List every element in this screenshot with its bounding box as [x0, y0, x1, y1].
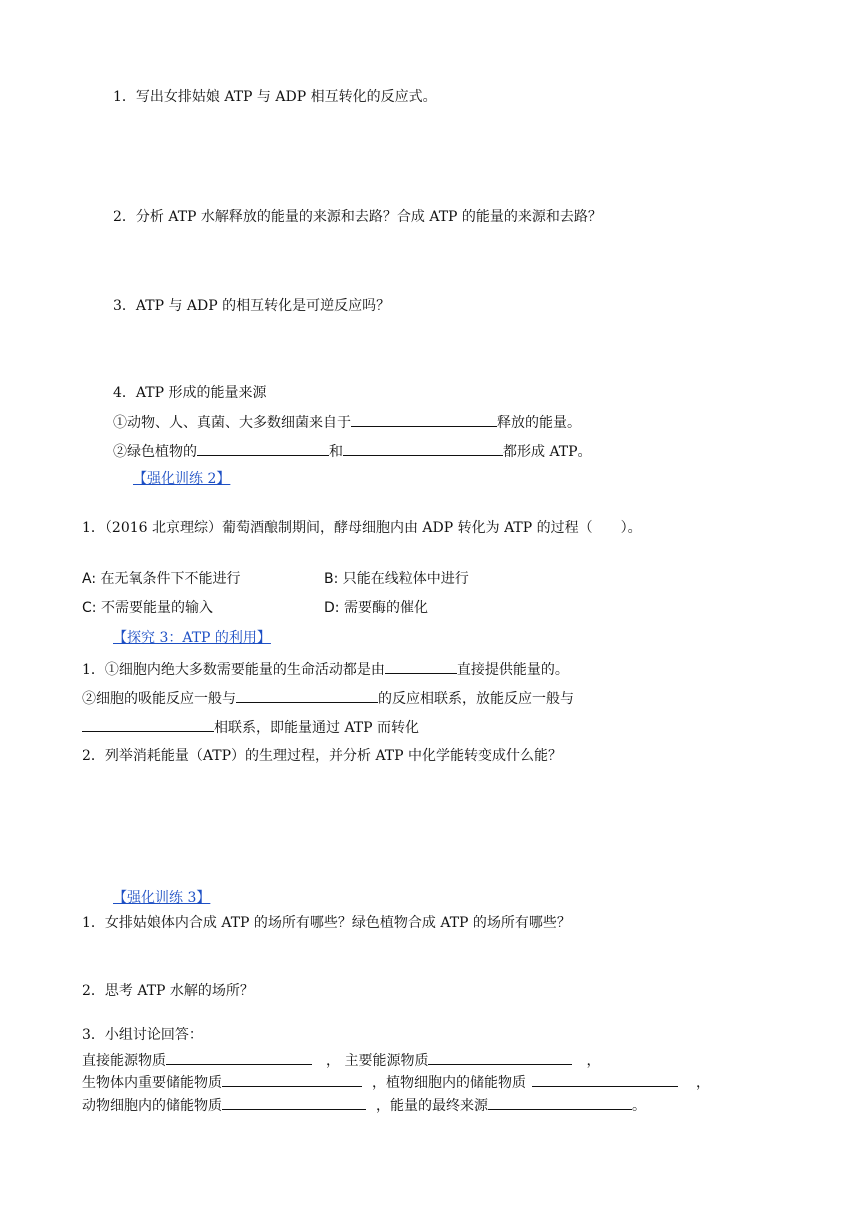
question-4-item-b: [113, 441, 592, 461]
r2-label-b: ，植物细胞内的储能物质: [372, 1075, 526, 1091]
answer-row-2: [82, 1072, 710, 1092]
training-2-heading: 【强化训练 2】: [133, 471, 231, 487]
r1-label-a: 直接能源物质: [82, 1053, 166, 1069]
training-3-q3: 3．小组讨论回答：: [82, 1027, 203, 1043]
training-3-q1: 1．女排姑娘体内合成 ATP 的场所有哪些？绿色植物合成 ATP 的场所有哪些？: [82, 915, 571, 931]
option-a[interactable]: A: 在无氧条件下不能进行: [82, 571, 241, 587]
q4b-mid: 和: [329, 444, 343, 460]
q4a-text: ①动物、人、真菌、大多数细菌来自于: [113, 415, 351, 431]
fill-blank[interactable]: [351, 412, 497, 427]
answer-row-3: [82, 1095, 646, 1115]
e3q1-text: 1．①细胞内绝大多数需要能量的生命活动都是由: [82, 662, 385, 678]
fill-blank[interactable]: [532, 1072, 678, 1087]
fill-blank[interactable]: [343, 441, 503, 456]
fill-blank[interactable]: [82, 717, 214, 732]
explore-3-q1: [82, 659, 569, 679]
fill-blank[interactable]: [385, 659, 457, 674]
q4b-tail: 都形成 ATP。: [503, 444, 592, 460]
training-3-q2: 2．思考 ATP 水解的场所？: [82, 983, 254, 999]
explore-3-q1b: [82, 688, 574, 708]
e3q1-tail: 直接提供能量的。: [456, 662, 569, 678]
e3q1b-text: ②细胞的吸能反应一般与: [82, 691, 236, 707]
fill-blank[interactable]: [166, 1050, 312, 1065]
r3-label-b: ，能量的最终来源: [376, 1098, 488, 1114]
e3q1c-tail: 相联系，即能量通过 ATP 而转化: [214, 720, 420, 736]
q4b-text: ②绿色植物的: [113, 444, 197, 460]
fill-blank[interactable]: [428, 1050, 572, 1065]
r1-label-b: ， 主要能源物质: [326, 1053, 429, 1069]
r2-label-c: ，: [696, 1075, 710, 1091]
option-b[interactable]: B: 只能在线粒体中进行: [324, 571, 469, 587]
fill-blank[interactable]: [236, 688, 378, 703]
question-4-title: 4．ATP 形成的能量来源: [113, 385, 267, 401]
question-2: 2．分析 ATP 水解释放的能量的来源和去路？合成 ATP 的能量的来源和去路？: [113, 209, 602, 225]
fill-blank[interactable]: [222, 1072, 362, 1087]
answer-row-1: [82, 1050, 600, 1070]
question-3: 3．ATP 与 ADP 的相互转化是可逆反应吗？: [113, 298, 391, 314]
option-c[interactable]: C: 不需要能量的输入: [82, 600, 213, 616]
r1-label-c: ，: [586, 1053, 601, 1069]
explore-3-heading: 【探究 3：ATP 的利用】: [113, 630, 271, 646]
fill-blank[interactable]: [222, 1095, 366, 1110]
explore-3-q1c: [82, 717, 419, 737]
e3q1b-tail: 的反应相联系，放能反应一般与: [378, 691, 574, 707]
fill-blank[interactable]: [488, 1095, 632, 1110]
question-1: 1．写出女排姑娘 ATP 与 ADP 相互转化的反应式。: [113, 89, 437, 105]
option-d[interactable]: D: 需要酶的催化: [324, 600, 428, 616]
question-4-item-a: [113, 412, 581, 432]
explore-3-q2: 2．列举消耗能量（ATP）的生理过程，并分析 ATP 中化学能转变成什么能？: [82, 748, 563, 764]
r2-label-a: 生物体内重要储能物质: [82, 1075, 222, 1091]
training-2-question: 1．（2016 北京理综）葡萄酒酿制期间，酵母细胞内由 ADP 转化为 ATP 的过程（ ）。: [82, 520, 642, 536]
training-3-heading: 【强化训练 3】: [113, 890, 211, 906]
r3-label-c: 。: [632, 1098, 646, 1114]
fill-blank[interactable]: [197, 441, 329, 456]
q4a-tail: 释放的能量。: [497, 415, 581, 431]
r3-label-a: 动物细胞内的储能物质: [82, 1098, 222, 1114]
